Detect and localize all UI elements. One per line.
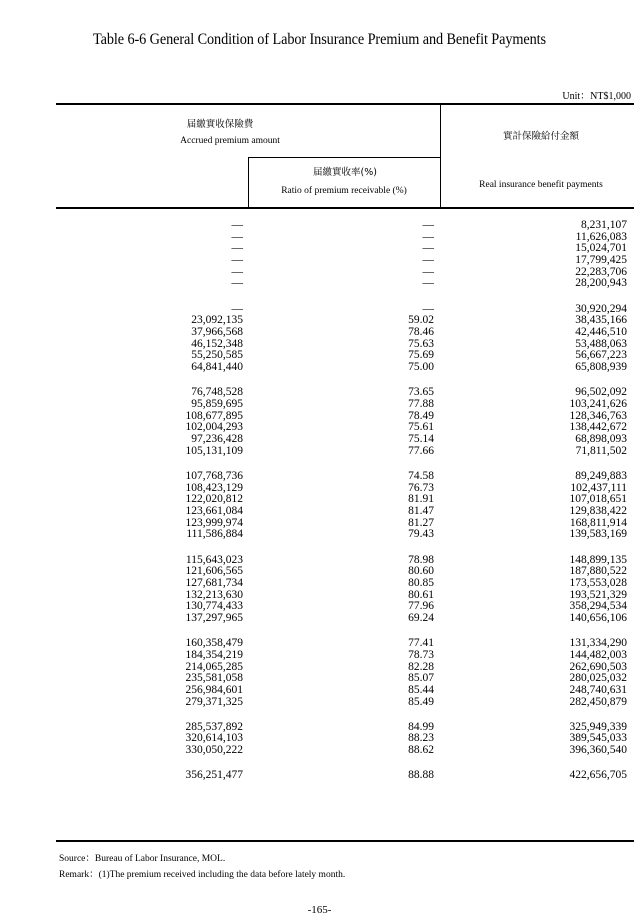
premium-cell: 235,581,058 — [185, 672, 243, 685]
premium-cell: 105,131,109 — [185, 444, 243, 457]
remark-note: Remark：(1)The premium received including the data before lately month. — [59, 870, 346, 880]
group-gap — [570, 708, 628, 722]
group-gap — [570, 457, 628, 471]
premium-cell: 108,677,895 — [185, 409, 243, 422]
group-gap — [408, 541, 434, 555]
group-gap — [186, 457, 244, 471]
group-gap — [570, 374, 628, 388]
benefit-cell: 89,249,883 — [575, 469, 627, 482]
benefit-cell: 107,018,651 — [569, 493, 627, 506]
premium-cell: 76,748,528 — [191, 386, 243, 399]
header-ratio-zh: 届繳實收率(%) — [313, 167, 377, 178]
ratio-cell: 88.62 — [408, 744, 434, 757]
benefit-cell: 56,667,223 — [575, 349, 627, 362]
premium-cell: — — [231, 242, 243, 255]
header-ratio-en: Ratio of premium receivable (%) — [281, 186, 407, 196]
header-bottom-rule — [56, 207, 634, 209]
benefit-cell: 22,283,706 — [575, 265, 627, 278]
premium-cell: 55,250,585 — [191, 349, 243, 362]
premium-cell: 137,297,965 — [185, 611, 243, 624]
header-accrued-zh: 届繳實收保險費 — [186, 119, 254, 130]
benefit-cell: 131,334,290 — [569, 637, 627, 650]
premium-cell: 132,213,630 — [185, 588, 243, 601]
ratio-cell: — — [422, 230, 434, 243]
ratio-cell: — — [422, 265, 434, 278]
benefit-cell: 325,949,339 — [569, 720, 627, 733]
premium-cell: 256,984,601 — [185, 683, 243, 696]
premium-cell: 37,966,568 — [191, 326, 243, 338]
ratio-cell: 84.99 — [408, 720, 434, 733]
benefit-cell: 248,740,631 — [569, 683, 627, 696]
group-gap — [570, 541, 628, 555]
header-accrued-en: Accrued premium amount — [180, 136, 280, 146]
premium-cell: 108,423,129 — [185, 481, 243, 494]
ratio-cell: 81.47 — [408, 504, 434, 517]
group-gap — [408, 708, 434, 722]
premium-cell: 123,999,974 — [185, 516, 243, 529]
benefit-cell: 17,799,425 — [575, 254, 627, 267]
ratio-cell: 76.73 — [408, 481, 434, 494]
premium-cell: 356,251,477 — [185, 769, 243, 782]
ratio-cell: — — [422, 242, 434, 255]
table-bottom-rule — [56, 840, 634, 842]
group-gap — [570, 290, 628, 304]
ratio-cell: 81.91 — [408, 493, 434, 506]
premium-cell: — — [231, 254, 243, 267]
group-gap — [186, 625, 244, 639]
premium-cell: 127,681,734 — [185, 576, 243, 589]
ratio-cell: 75.69 — [408, 349, 434, 362]
ratio-cell: 80.61 — [408, 588, 434, 601]
premium-cell: 285,537,892 — [185, 720, 243, 733]
benefit-cell: 193,521,329 — [569, 588, 627, 601]
premium-column — [186, 220, 244, 782]
premium-cell: 121,606,565 — [185, 565, 243, 578]
premium-cell: 122,020,812 — [185, 493, 243, 506]
premium-cell: 23,092,135 — [191, 314, 243, 327]
premium-cell: 320,614,103 — [185, 732, 243, 745]
group-gap — [186, 541, 244, 555]
ratio-cell: — — [422, 302, 434, 315]
benefit-cell: 262,690,503 — [569, 660, 627, 673]
ratio-cell: 78.46 — [408, 326, 434, 338]
ratio-cell: 85.49 — [408, 695, 434, 708]
benefit-cell: 53,488,063 — [575, 337, 627, 350]
benefit-cell: 396,360,540 — [569, 744, 627, 757]
ratio-cell: 73.65 — [408, 386, 434, 399]
ratio-cell: 78.98 — [408, 553, 434, 566]
benefit-cell: 144,482,003 — [569, 648, 627, 661]
benefit-cell: 187,880,522 — [569, 565, 627, 578]
ratio-cell: 75.00 — [408, 361, 434, 374]
premium-cell: 184,354,219 — [185, 648, 243, 661]
premium-cell: 160,358,479 — [185, 637, 243, 650]
premium-cell: 64,841,440 — [191, 361, 243, 374]
ratio-cell: 77.88 — [408, 397, 434, 410]
group-gap — [408, 457, 434, 471]
group-gap — [408, 374, 434, 388]
premium-cell: 46,152,348 — [191, 337, 243, 350]
ratio-cell: 59.02 — [408, 314, 434, 327]
premium-cell: — — [231, 219, 243, 231]
ratio-cell: 78.49 — [408, 409, 434, 422]
group-gap — [570, 625, 628, 639]
ratio-cell: 75.63 — [408, 337, 434, 350]
premium-cell: — — [231, 265, 243, 278]
premium-cell: 214,065,285 — [185, 660, 243, 673]
premium-cell: 279,371,325 — [185, 695, 243, 708]
group-gap — [186, 708, 244, 722]
benefit-cell: 68,898,093 — [575, 433, 627, 445]
benefit-cell: 102,437,111 — [570, 481, 627, 494]
benefit-cell: 173,553,028 — [569, 576, 627, 589]
table-title: Table 6-6 General Condition of Labor Insurance Premium and Benefit Payments — [92, 31, 547, 48]
ratio-cell: 85.44 — [408, 683, 434, 696]
benefit-cell: 358,294,534 — [569, 600, 627, 613]
benefit-cell: 71,811,502 — [575, 444, 627, 457]
ratio-cell: 81.27 — [408, 516, 434, 529]
benefit-cell: 65,808,939 — [575, 361, 627, 374]
ratio-cell: 75.61 — [408, 421, 434, 434]
header-benefit-en: Real insurance benefit payments — [479, 180, 603, 190]
benefit-cell: 38,435,166 — [575, 314, 627, 327]
premium-cell: 95,859,695 — [191, 397, 243, 410]
ratio-cell: 77.96 — [408, 600, 434, 613]
benefit-cell: 148,899,135 — [569, 553, 627, 566]
ratio-cell: 80.60 — [408, 565, 434, 578]
header-divider-vertical — [440, 104, 441, 208]
benefit-cell: 42,446,510 — [575, 326, 627, 338]
ratio-cell: 88.88 — [408, 769, 434, 782]
benefit-cell: 11,626,083 — [575, 230, 627, 243]
benefit-cell: 168,811,914 — [569, 516, 627, 529]
group-gap — [570, 757, 628, 771]
benefit-cell: 128,346,763 — [569, 409, 627, 422]
premium-cell: — — [231, 302, 243, 315]
group-gap — [186, 290, 244, 304]
ratio-cell: 79.43 — [408, 528, 434, 541]
ratio-cell: 78.73 — [408, 648, 434, 661]
benefit-cell: 422,656,705 — [569, 769, 627, 782]
group-gap — [186, 374, 244, 388]
premium-cell: 123,661,084 — [185, 504, 243, 517]
benefit-cell: 28,200,943 — [575, 277, 627, 290]
ratio-cell: 77.41 — [408, 637, 434, 650]
ratio-column — [408, 220, 434, 782]
group-gap — [408, 757, 434, 771]
ratio-cell: 85.07 — [408, 672, 434, 685]
table-top-rule — [56, 103, 634, 105]
premium-cell: 102,004,293 — [185, 421, 243, 434]
group-gap — [186, 757, 244, 771]
group-gap — [408, 290, 434, 304]
premium-cell: — — [231, 230, 243, 243]
benefit-cell: 103,241,626 — [569, 397, 627, 410]
benefit-column — [570, 220, 628, 782]
ratio-cell: 77.66 — [408, 444, 434, 457]
ratio-cell: 82.28 — [408, 660, 434, 673]
premium-cell: 330,050,222 — [185, 744, 243, 757]
ratio-cell: 88.23 — [408, 732, 434, 745]
benefit-cell: 140,656,106 — [569, 611, 627, 624]
group-gap — [408, 625, 434, 639]
ratio-cell: 80.85 — [408, 576, 434, 589]
premium-cell: 115,643,023 — [185, 553, 243, 566]
benefit-cell: 15,024,701 — [575, 242, 627, 255]
premium-cell: 130,774,433 — [185, 600, 243, 613]
benefit-cell: 389,545,033 — [569, 732, 627, 745]
benefit-cell: 30,920,294 — [575, 302, 627, 315]
source-note: Source：Bureau of Labor Insurance, MOL. — [59, 854, 226, 864]
premium-cell: 97,236,428 — [191, 433, 243, 445]
benefit-cell: 138,442,672 — [569, 421, 627, 434]
ratio-cell: — — [422, 219, 434, 231]
benefit-cell: 280,025,032 — [569, 672, 627, 685]
premium-cell: 107,768,736 — [185, 469, 243, 482]
ratio-cell: 75.14 — [408, 433, 434, 445]
sub-header-rule — [248, 157, 441, 158]
page-number: -165- — [307, 904, 332, 916]
unit-label: Unit：NT$1,000 — [562, 91, 631, 102]
benefit-cell: 139,583,169 — [569, 528, 627, 541]
header-benefit-zh: 實計保險給付金額 — [502, 131, 579, 142]
ratio-cell: — — [422, 254, 434, 267]
premium-cell: — — [231, 277, 243, 290]
ratio-cell: 69.24 — [408, 611, 434, 624]
premium-cell: 111,586,884 — [186, 528, 243, 541]
ratio-cell: — — [422, 277, 434, 290]
benefit-cell: 96,502,092 — [575, 386, 627, 399]
benefit-cell: 129,838,422 — [569, 504, 627, 517]
benefit-cell: 8,231,107 — [581, 219, 627, 231]
sub-header-divider — [248, 157, 249, 208]
ratio-cell: 74.58 — [408, 469, 434, 482]
benefit-cell: 282,450,879 — [569, 695, 627, 708]
